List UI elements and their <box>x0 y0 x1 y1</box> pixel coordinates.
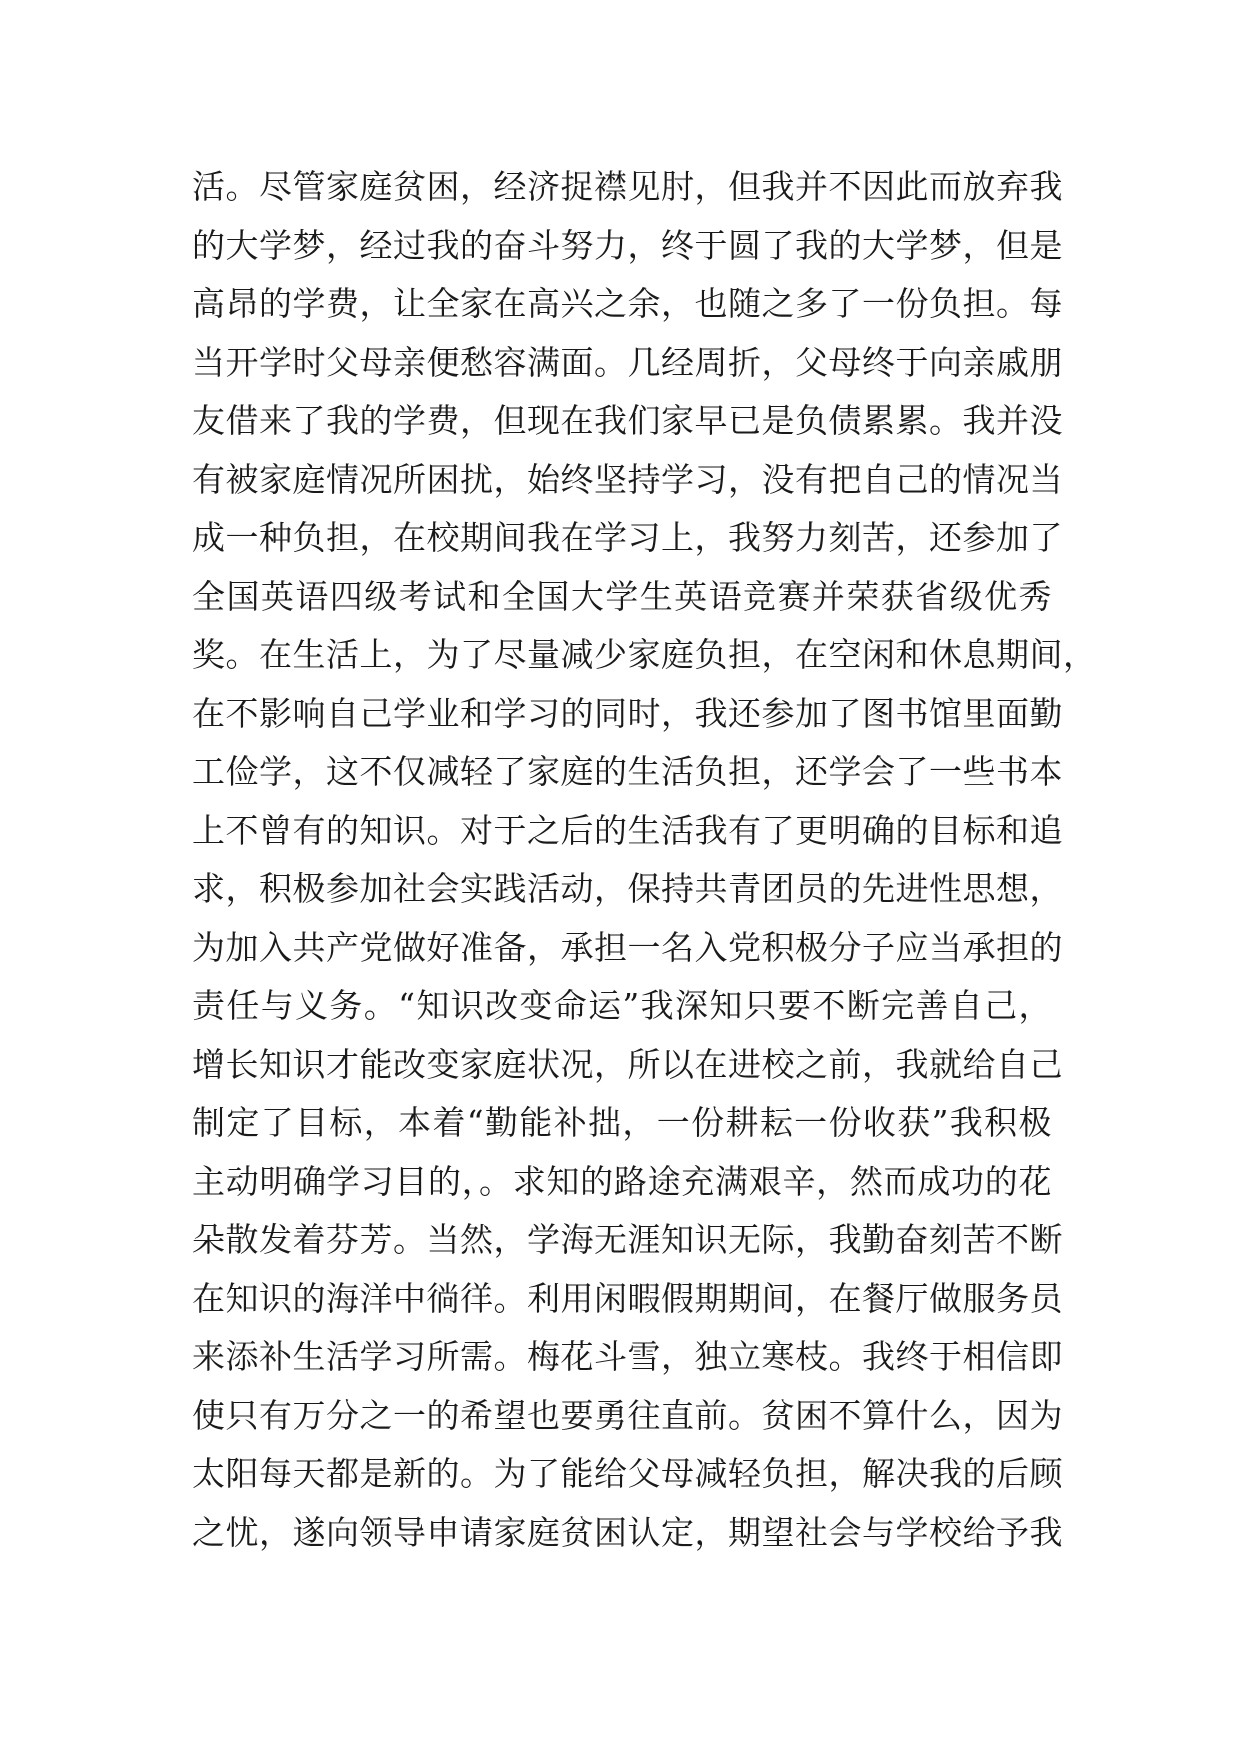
text-line: 为加入共产党做好准备，承担一名入党积极分子应当承担的 <box>192 927 1063 967</box>
text-line: 有被家庭情况所困扰，始终坚持学习，没有把自己的情况当 <box>192 459 1063 499</box>
text-line: 友借来了我的学费，但现在我们家早已是负债累累。我并没 <box>192 401 1063 440</box>
body-text <box>192 158 1097 1562</box>
text-line: 太阳每天都是新的。为了能给父母减轻负担，解决我的后顾 <box>192 1454 1063 1493</box>
text-line: 高昂的学费，让全家在高兴之余，也随之多了一份负担。每 <box>192 284 1063 323</box>
text-line: 增长知识才能改变家庭状况，所以在进校之前，我就给自己 <box>192 1044 1063 1084</box>
text-line: 工俭学，这不仅减轻了家庭的生活负担，还学会了一些书本 <box>192 752 1063 791</box>
text-line: 朵散发着芬芳。当然，学海无涯知识无际，我勤奋刻苦不断 <box>192 1220 1063 1259</box>
text-line: 来添补生活学习所需。梅花斗雪，独立寒枝。我终于相信即 <box>192 1337 1063 1376</box>
text-line: 的大学梦，经过我的奋斗努力，终于圆了我的大学梦，但是 <box>192 225 1063 265</box>
text-line: 主动明确学习目的，。求知的路途充满艰辛，然而成功的花 <box>192 1161 1052 1201</box>
text-line: 制定了目标，本着“勤能补拙，一份耕耘一份收获”我积极 <box>192 1103 1052 1142</box>
text-line: 求，积极参加社会实践活动，保持共青团员的先进性思想， <box>192 869 1063 908</box>
text-line: 全国英语四级考试和全国大学生英语竞赛并荣获省级优秀 <box>192 576 1052 616</box>
text-line: 奖。在生活上，为了尽量减少家庭负担，在空闲和休息期间， <box>192 635 1097 674</box>
text-line: 之忧，遂向领导申请家庭贫困认定，期望社会与学校给予我 <box>192 1512 1063 1552</box>
text-line: 上不曾有的知识。对于之后的生活我有了更明确的目标和追 <box>192 810 1063 850</box>
text-line: 责任与义务。“知识改变命运”我深知只要不断完善自己， <box>192 986 1052 1025</box>
text-line: 在知识的海洋中徜徉。利用闲暇假期期间，在餐厅做服务员 <box>192 1278 1063 1318</box>
text-line: 使只有万分之一的希望也要勇往直前。贫困不算什么，因为 <box>192 1395 1063 1435</box>
text-line: 成一种负担，在校期间我在学习上，我努力刻苦，还参加了 <box>192 518 1063 557</box>
text-line: 当开学时父母亲便愁容满面。几经周折，父母终于向亲戚朋 <box>192 342 1063 382</box>
text-line: 活。尽管家庭贫困，经济捉襟见肘，但我并不因此而放弃我 <box>192 167 1063 206</box>
text-line: 在不影响自己学业和学习的同时，我还参加了图书馆里面勤 <box>192 693 1063 733</box>
